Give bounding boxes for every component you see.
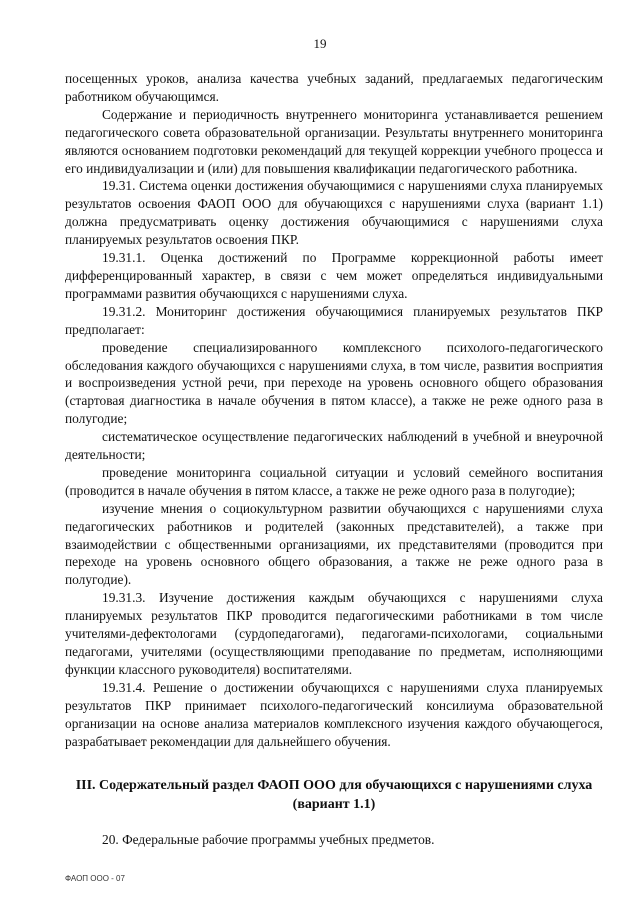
paragraph-internal-monitoring: Содержание и периодичность внутреннего мониторинга устанавливается решением педагогического совета образовательной организации. Результаты внутреннего мониторинга являются основанием подготовки рекомендаций для текущей коррекции учебного процесса и его индивидуализации и (или) для повышения квалификации педагогического работника.	[65, 106, 603, 176]
paragraph-20: 20. Федеральные рабочие программы учебных предметов.	[102, 832, 435, 847]
paragraph-lesson-analysis: посещенных уроков, анализа качества учебных заданий, предлагаемых педагогическим работником обучающимся.	[65, 71, 603, 104]
list-item-comprehensive-examination: проведение специализированного комплексного психолого-педагогического обследования каждого обучающихся с нарушениями слуха, в том числе, развития восприятия и воспроизведения устной речи, при переходе на уровень основного общего образования (стартовая диагностика в начале обучения в пятом классе), а также не реже одного раза в полугодие;	[65, 339, 603, 427]
paragraph-19-31-2: 19.31.2. Мониторинг достижения обучающимися планируемых результатов ПКР предполагает:	[65, 303, 603, 337]
paragraph-19-31-3: 19.31.3. Изучение достижения каждым обучающихся с нарушениями слуха планируемых результатов ПКР проводится педагогическими работниками в том числе учителями-дефектологами (сурдопедагогами), педагогами-психологами, социальными педагогами, учителями (осуществляющими преподавание по предметам, исполняющими функции классного руководителя) воспитателями.	[65, 590, 603, 677]
page-number: 19	[313, 36, 327, 51]
paragraph-19-31: 19.31. Система оценки достижения обучающимися с нарушениями слуха планируемых результатов освоения ФАОП ООО для обучающихся с нарушениями слуха (вариант 1.1) должна предусматривать оценку достижения обучающимися с нарушениями слуха планируемых результатов освоения ПКР.	[65, 178, 603, 248]
section-heading: III. Содержательный раздел ФАОП ООО для обучающихся с нарушениями слуха (вариант 1.1)	[75, 778, 593, 812]
list-item-social-monitoring: проведение мониторинга социальной ситуации и условий семейного воспитания (проводится в начале обучения в пятом классе, а также не реже одного раза в полугодие);	[65, 464, 603, 498]
document-footer: ФАОП ООО - 07	[65, 874, 125, 883]
list-item-pedagogical-observations: систематическое осуществление педагогических наблюдений в учебной и внеурочной деятельности;	[65, 429, 603, 463]
paragraph-19-31-4: 19.31.4. Решение о достижении обучающихся с нарушениями слуха планируемых результатов ПКР принимает психолого-педагогический консилиума образовательной организации на основе анализа материалов комплексного изучения каждого обучающегося, разрабатывает рекомендации для дальнейшего обучения.	[65, 679, 603, 749]
section-content	[65, 831, 603, 849]
document-body	[65, 70, 603, 750]
paragraph-19-31-1: 19.31.1. Оценка достижений по Программе коррекционной работы имеет дифференцированный характер, в связи с чем может определяться индивидуальными программами развития обучающихся с нарушениями слуха.	[65, 250, 603, 301]
list-item-sociocultural-opinion: изучение мнения о социокультурном развитии обучающихся с нарушениями слуха педагогических работников и родителей (законных представителей), а также при взаимодействии с общественными организациями, их представителями (проводится при переходе на уровень основного общего образования, а также не реже одного раза в полугодие).	[65, 500, 603, 588]
